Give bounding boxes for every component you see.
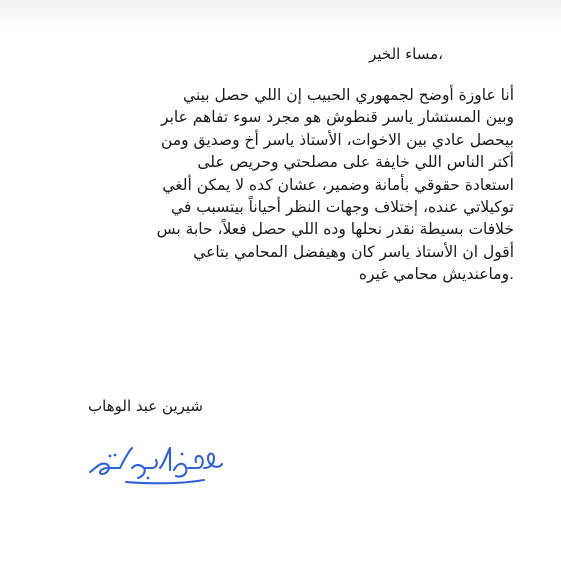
- body-line: توكيلاتي عنده، إختلاف وجهات النظر أحياناً بيتسبب في: [171, 198, 514, 217]
- body-line: وبين المستشار ياسر قنطوش هو مجرد سوء تفاهم عابر: [161, 108, 514, 127]
- sender-name: شيرين عبد الوهاب: [88, 397, 203, 415]
- body-line: خلافات بسيطة نقدر نحلها وده اللي حصل فعلاً، حابة بس: [156, 220, 514, 239]
- handwritten-signature: [86, 438, 226, 490]
- body-line: أقول ان الأستاذ ياسر كان وهيفضل المحامي بتاعي: [193, 242, 514, 261]
- body-line: أكتر الناس اللي خايفة على مصلحتي وحريص على: [197, 153, 514, 172]
- body-line: .وماعنديش محامي غيره: [358, 265, 514, 284]
- letter-body: [74, 84, 514, 286]
- top-shadow: [0, 0, 561, 28]
- letter-greeting: ،مساء الخير: [369, 45, 443, 63]
- body-line: بيحصل عادي بين الاخوات، الأستاذ ياسر أخ وصديق ومن: [161, 130, 514, 149]
- body-line: استعادة حقوقي بأمانة وضمير، عشان كده لا يمكن ألغي: [162, 175, 514, 194]
- body-line: أنا عاوزة أوضح لجمهوري الحبيب إن اللي حصل بيني: [183, 86, 514, 104]
- signature-strokes: [90, 448, 222, 483]
